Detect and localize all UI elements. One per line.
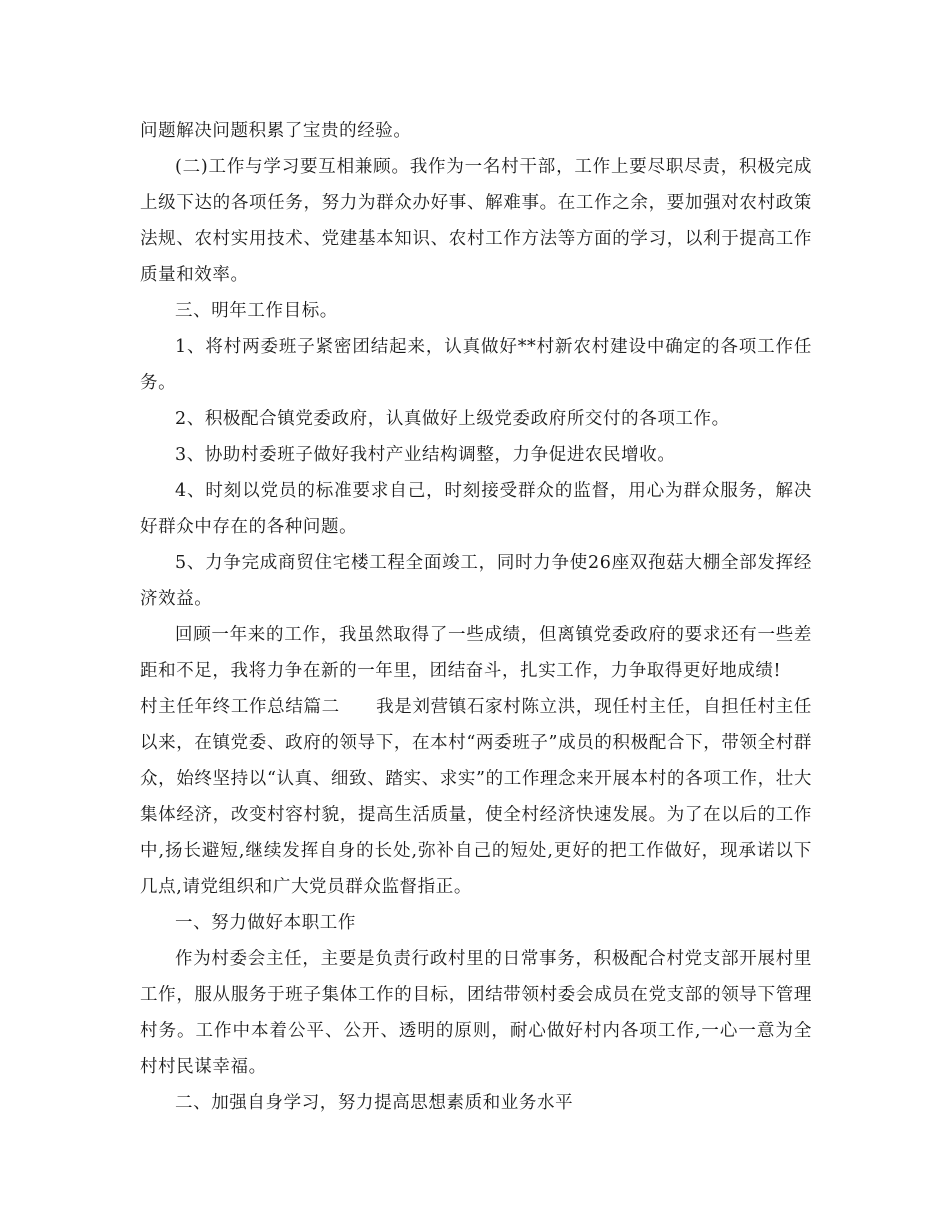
document-body [140,113,812,1121]
paragraph: 回顾一年来的工作，我虽然取得了一些成绩，但离镇党委政府的要求还有一些差距和不足，我将力争在新的一年里，团结奋斗，扎实工作，力争取得更好地成绩! [140,625,812,681]
list-item: 2、积极配合镇党委政府，认真做好上级党委政府所交付的各项工作。 [175,409,730,429]
paragraph: (二)工作与学习要互相兼顾。我作为一名村干部，工作上要尽职尽责，积极完成上级下达的各项任务，努力为群众办好事、解难事。在工作之余，要加强对农村政策法规、农村实用技术、党建基本知识、农村工作方法等方面的学习，以利于提高工作质量和效率。 [140,157,812,285]
paragraph: 村主任年终工作总结篇二 我是刘营镇石家村陈立洪，现任村主任，自担任村主任以来，在镇党委、政府的领导下，在本村“两委班子”成员的积极配合下，带领全村群众，始终坚持以“认真、细致、踏实、求实”的工作理念来开展本村的各项工作，壮大集体经济，改变村容村貌，提高生活质量，使全村经济快速发展。为了在以后的工作中,扬长避短,继续发挥自身的长处,弥补自己的短处,更好的把工作做好，现承诺以下几点,请党组织和广大党员群众监督指正。 [140,697,812,897]
section-heading: 二、加强自身学习，努力提高思想素质和业务水平 [175,1093,574,1113]
section-heading: 三、明年工作目标。 [175,301,338,321]
list-item: 5、力争完成商贸住宅楼工程全面竣工，同时力争使26座双孢菇大棚全部发挥经济效益。 [140,553,812,609]
list-item: 4、时刻以党员的标准要求自己，时刻接受群众的监督，用心为群众服务，解决好群众中存在的各种问题。 [140,481,812,537]
section-heading: 一、努力做好本职工作 [175,913,356,933]
paragraph: 作为村委会主任，主要是负责行政村里的日常事务，积极配合村党支部开展村里工作，服从服务于班子集体工作的目标，团结带领村委会成员在党支部的领导下管理村务。工作中本着公平、公开、透明的原则，耐心做好村内各项工作,一心一意为全村村民谋幸福。 [140,949,812,1077]
paragraph: 问题解决问题积累了宝贵的经验。 [140,121,412,141]
list-item: 1、将村两委班子紧密团结起来，认真做好**村新农村建设中确定的各项工作任务。 [140,337,812,393]
list-item: 3、协助村委班子做好我村产业结构调整，力争促进农民增收。 [175,445,676,465]
